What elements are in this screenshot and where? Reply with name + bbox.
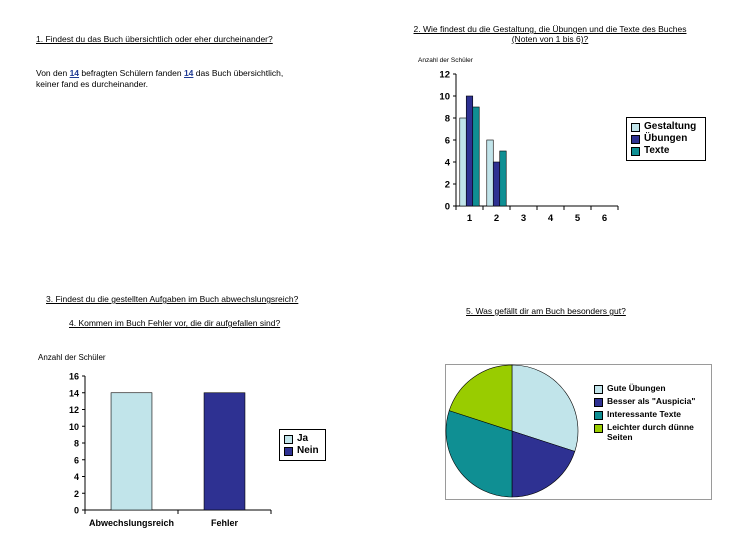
legend-item	[594, 383, 700, 394]
bar-gestaltung	[460, 118, 466, 206]
x-tick-label: 2	[493, 213, 500, 224]
legend-label: Übungen	[644, 133, 688, 144]
legend-swatch	[284, 447, 293, 456]
y-tick-label: 14	[68, 388, 79, 399]
x-tick-label: 6	[601, 213, 608, 224]
y-tick-label: 6	[444, 135, 450, 147]
x-tick-label: 5	[574, 213, 581, 224]
legend-swatch	[631, 147, 640, 156]
chart1-ylabel: Anzahl der Schüler	[418, 57, 473, 64]
legend-swatch	[284, 435, 293, 444]
y-tick-label: 4	[444, 157, 450, 169]
q3-title: 3. Findest du die gestellten Aufgaben im Buch abwechslungsreich?	[46, 294, 299, 304]
y-tick-label: 0	[444, 201, 450, 213]
legend-item	[594, 422, 700, 442]
legend-label: Gute Übungen	[607, 383, 666, 393]
legend-item	[631, 145, 701, 157]
y-tick-label: 8	[73, 438, 79, 449]
legend-label: Texte	[644, 145, 670, 156]
legend-item	[284, 433, 321, 445]
y-tick-label: 16	[68, 371, 79, 382]
legend-label: Interessante Texte	[607, 409, 682, 419]
legend-swatch	[594, 424, 603, 433]
y-tick-label: 8	[444, 113, 450, 125]
q1-num-asked: 14	[69, 68, 80, 78]
chart2-ylabel: Anzahl der Schüler	[38, 353, 106, 362]
legend-item	[284, 445, 321, 457]
legend-swatch	[631, 135, 640, 144]
legend-swatch	[631, 123, 640, 132]
legend-item	[594, 396, 700, 407]
bar-ja	[111, 393, 152, 510]
y-tick-label: 12	[68, 405, 79, 415]
x-tick-label: 4	[547, 213, 554, 224]
x-tick-label: 3	[520, 213, 527, 224]
x-tick-label: Fehler	[210, 518, 239, 528]
chart3-likes-pie	[445, 364, 585, 500]
legend-item	[631, 121, 701, 133]
chart1-legend	[626, 117, 706, 161]
bar-nein	[204, 393, 245, 510]
y-tick-label: 2	[73, 488, 79, 499]
y-tick-label: 0	[73, 505, 79, 516]
chart2-variety-errors	[55, 368, 280, 538]
x-tick-label: 1	[466, 213, 473, 224]
legend-item	[631, 133, 701, 145]
bar-texte	[500, 151, 506, 206]
bar--bungen	[466, 96, 472, 206]
q5-title: 5. Was gefällt dir am Buch besonders gut?	[466, 306, 626, 316]
legend-label: Besser als "Auspicia"	[607, 396, 696, 406]
y-tick-label: 2	[444, 179, 450, 191]
legend-swatch	[594, 385, 603, 394]
chart1-grades	[420, 64, 620, 234]
legend-label: Leichter durch dünne Seiten	[607, 422, 694, 442]
q2-title: 2. Wie findest du die Gestaltung, die Übungen und die Texte des Buches (Noten von 1 bis 6)?	[413, 24, 687, 44]
q1-num-clear: 14	[183, 68, 194, 78]
q4-title: 4. Kommen im Buch Fehler vor, die dir aufgefallen sind?	[69, 318, 281, 328]
legend-swatch	[594, 411, 603, 420]
y-tick-label: 4	[73, 472, 79, 482]
chart2-legend	[279, 429, 326, 461]
y-tick-label: 10	[439, 91, 450, 103]
bar--bungen	[493, 162, 499, 206]
legend-item	[594, 409, 700, 420]
bar-texte	[473, 107, 479, 206]
y-tick-label: 6	[73, 455, 79, 466]
chart3-legend	[594, 383, 700, 444]
legend-label: Nein	[297, 445, 319, 456]
y-tick-label: 10	[68, 421, 79, 432]
x-tick-label: Abwechslungsreich	[88, 518, 175, 528]
y-tick-label: 12	[439, 69, 450, 81]
q1-title: 1. Findest du das Buch übersichtlich oder eher durcheinander?	[36, 34, 273, 44]
q1-answer-text: Von den 14 befragten Schülern fanden 14 das Buch übersichtlich, keiner fand es durcheinander.	[36, 68, 284, 89]
legend-label: Gestaltung	[644, 121, 697, 132]
legend-swatch	[594, 398, 603, 407]
legend-label: Ja	[297, 433, 309, 444]
bar-gestaltung	[487, 140, 493, 206]
